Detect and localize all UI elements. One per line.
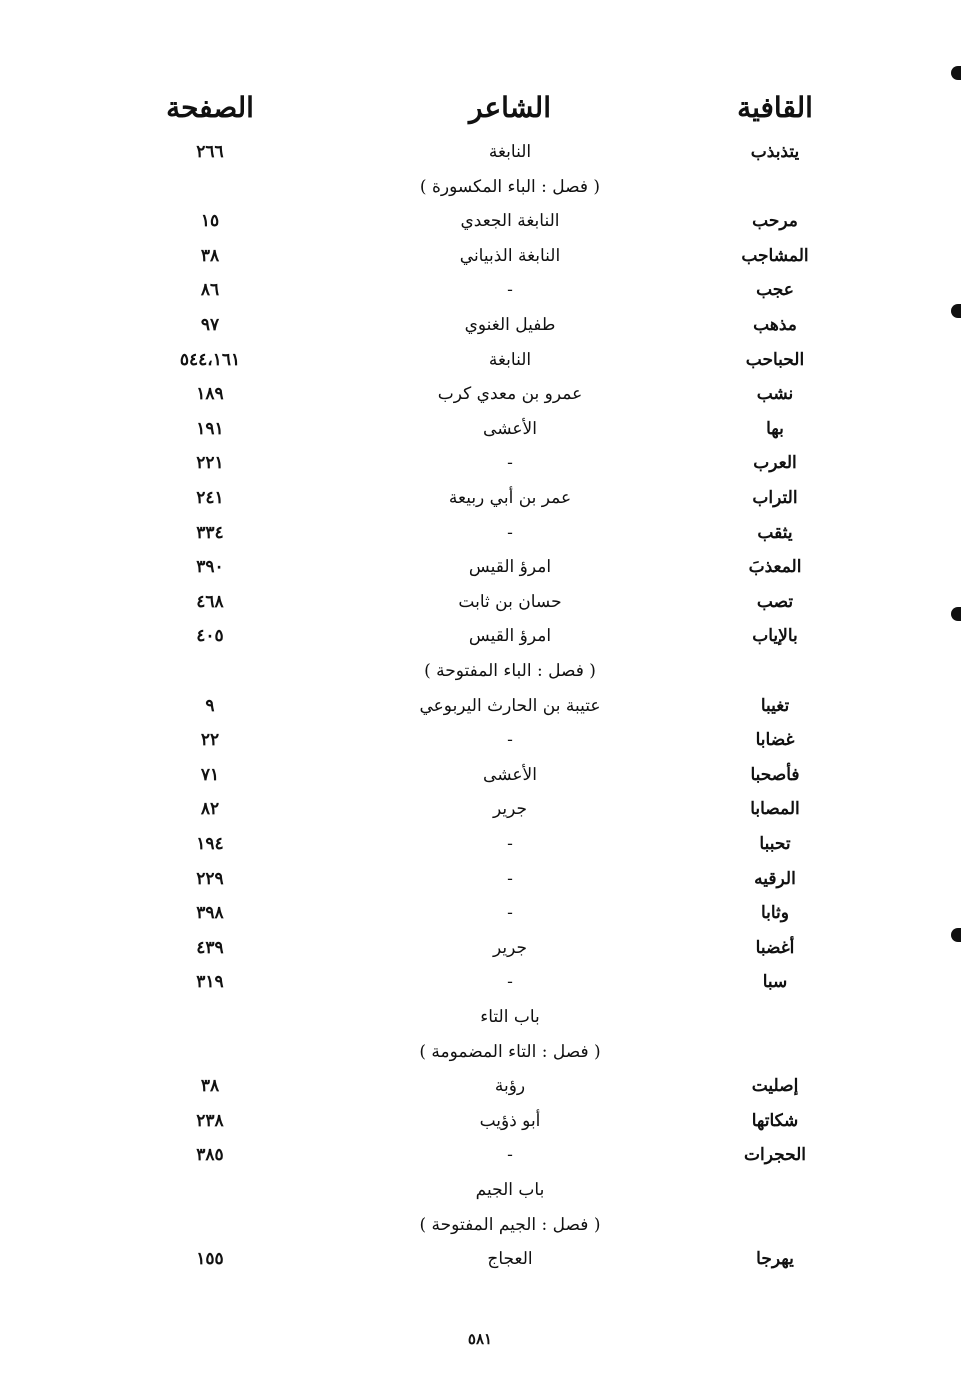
page-cell: ٢٤١ <box>196 488 224 508</box>
page-cell: ٢٢١ <box>196 453 224 473</box>
table-row <box>0 965 961 999</box>
page-cell: ١٩٤ <box>196 834 224 854</box>
table-row <box>0 619 961 653</box>
page-cell: ٣٩٠ <box>196 557 224 577</box>
rhyme-cell: يثقب <box>757 523 793 543</box>
rhyme-cell: الحجرات <box>744 1145 806 1165</box>
table-row <box>0 585 961 619</box>
poet-cell: النابغة <box>488 142 532 162</box>
poet-cell: - <box>507 869 513 889</box>
header-rhyme: القافية <box>737 91 813 124</box>
poet-cell: - <box>507 523 513 543</box>
page-cell: ٢٢ <box>200 730 220 750</box>
poet-cell: عمر بن أبي ربيعة <box>448 488 572 508</box>
table-row <box>0 446 961 480</box>
rhyme-cell: شكاتها <box>751 1111 799 1131</box>
page-cell: ١٩١ <box>196 419 224 439</box>
page-cell: ٤٦٨ <box>196 592 224 612</box>
poet-cell: - <box>507 730 513 750</box>
page-cell: ١٨٩ <box>196 384 224 404</box>
table-row <box>0 1069 961 1103</box>
page-cell: ٤٠٥ <box>196 626 224 646</box>
rhyme-cell: يهرجا <box>756 1249 794 1269</box>
poet-cell: جرير <box>493 799 527 819</box>
table-row <box>0 412 961 446</box>
poet-cell: - <box>507 903 513 923</box>
poet-cell: امرؤ القيس <box>468 557 552 577</box>
poet-cell: النابغة <box>488 350 532 370</box>
rhyme-cell: سبا <box>762 972 788 992</box>
table-row <box>0 308 961 342</box>
rhyme-cell: فأصحبا <box>750 765 800 785</box>
page-cell: ٢٦٦ <box>196 142 224 162</box>
margin-mark <box>951 928 961 942</box>
rhyme-cell: بها <box>766 419 784 439</box>
page-cell: ٣٨ <box>200 1076 220 1096</box>
page-cell: ٩٧ <box>200 315 220 335</box>
table-row <box>0 1138 961 1172</box>
rhyme-cell: التراب <box>752 488 798 508</box>
section-heading: باب التاء <box>480 1007 540 1027</box>
table-row <box>0 239 961 273</box>
table-row <box>0 827 961 861</box>
page-cell: ١٥ <box>200 211 220 231</box>
section-heading: ( فصل : الجيم المفتوحة ) <box>419 1215 601 1235</box>
poet-cell: الأعشى <box>483 765 537 785</box>
table-row <box>0 896 961 930</box>
poet-cell: طفيل الغنوي <box>464 315 556 335</box>
header-poet: الشاعر <box>469 91 551 124</box>
poet-cell: - <box>507 972 513 992</box>
poet-cell: عمرو بن معدي كرب <box>437 384 583 404</box>
table-row <box>0 792 961 826</box>
poet-cell: - <box>507 453 513 473</box>
table-row <box>0 204 961 238</box>
table-row <box>0 481 961 515</box>
table-row <box>0 723 961 757</box>
table-row <box>0 516 961 550</box>
poet-cell: امرؤ القيس <box>468 626 552 646</box>
page-cell: ٨٦ <box>200 280 220 300</box>
rhyme-cell: تحببا <box>759 834 791 854</box>
rhyme-cell: المصابا <box>750 799 800 819</box>
table-row <box>0 1104 961 1138</box>
page-cell: ٢٢٩ <box>196 869 224 889</box>
poet-cell: رؤبة <box>494 1076 526 1096</box>
poet-cell: أبو ذؤيب <box>479 1111 541 1131</box>
page-cell: ٣٨٥ <box>196 1145 224 1165</box>
margin-mark <box>951 304 961 318</box>
page-cell: ٣١٩ <box>196 972 224 992</box>
rhyme-cell: الحباحب <box>745 350 805 370</box>
margin-mark <box>951 607 961 621</box>
header-page: الصفحة <box>166 91 254 124</box>
section-heading: باب الجيم <box>475 1180 545 1200</box>
table-row <box>0 377 961 411</box>
rhyme-cell: مذهب <box>753 315 797 335</box>
table-row <box>0 273 961 307</box>
table-row <box>0 689 961 723</box>
page-cell: ٣٣٤ <box>196 523 224 543</box>
page-cell: ٣٩٨ <box>196 903 224 923</box>
page-cell: ٥٤٤،١٦١ <box>179 350 241 370</box>
rhyme-cell: المعذبَ <box>748 557 802 577</box>
poet-cell: الأعشى <box>483 419 537 439</box>
poet-cell: العجاج <box>487 1249 533 1269</box>
table-row <box>0 931 961 965</box>
rhyme-cell: إصليت <box>751 1076 799 1096</box>
poet-cell: - <box>507 834 513 854</box>
section-heading: ( فصل : الباء المفتوحة ) <box>424 661 596 681</box>
rhyme-cell: نشب <box>756 384 794 404</box>
page-cell: ٧١ <box>200 765 220 785</box>
table-row <box>0 550 961 584</box>
rhyme-cell: أغضبا <box>755 938 795 958</box>
rhyme-cell: بالإياب <box>752 626 798 646</box>
rhyme-cell: وثابا <box>760 903 790 923</box>
rhyme-cell: غضابا <box>755 730 795 750</box>
rhyme-cell: المشاجب <box>741 246 809 266</box>
page-number: ٥٨١ <box>467 1330 493 1348</box>
table-row <box>0 862 961 896</box>
section-heading: ( فصل : الباء المكسورة ) <box>419 177 601 197</box>
poet-cell: - <box>507 280 513 300</box>
rhyme-cell: العرب <box>753 453 797 473</box>
page-cell: ٤٣٩ <box>196 938 224 958</box>
page-cell: ٣٨ <box>200 246 220 266</box>
rhyme-cell: يتذبذب <box>750 142 800 162</box>
rhyme-cell: مرحب <box>752 211 798 231</box>
rhyme-cell: عجب <box>756 280 794 300</box>
table-row <box>0 758 961 792</box>
poet-cell: النابغة الجعدي <box>460 211 560 231</box>
page-cell: ٨٢ <box>200 799 220 819</box>
poet-cell: جرير <box>493 938 527 958</box>
rhyme-cell: تصب <box>756 592 794 612</box>
poet-cell: النابغة الذبياني <box>459 246 561 266</box>
page-cell: ٢٣٨ <box>196 1111 224 1131</box>
table-row <box>0 1242 961 1276</box>
poet-cell: - <box>507 1145 513 1165</box>
table-row <box>0 135 961 169</box>
table-header <box>0 88 961 128</box>
page-cell: ١٥٥ <box>196 1249 224 1269</box>
section-heading: ( فصل : التاء المضمومة ) <box>419 1042 601 1062</box>
poet-cell: عتيبة بن الحارث اليربوعي <box>419 696 601 716</box>
poet-cell: حسان بن ثابت <box>458 592 562 612</box>
page-cell: ٩ <box>205 696 215 716</box>
rhyme-cell: تغيبا <box>760 696 790 716</box>
rhyme-cell: الرقيه <box>754 869 796 889</box>
table-row <box>0 343 961 377</box>
margin-mark <box>951 66 961 80</box>
